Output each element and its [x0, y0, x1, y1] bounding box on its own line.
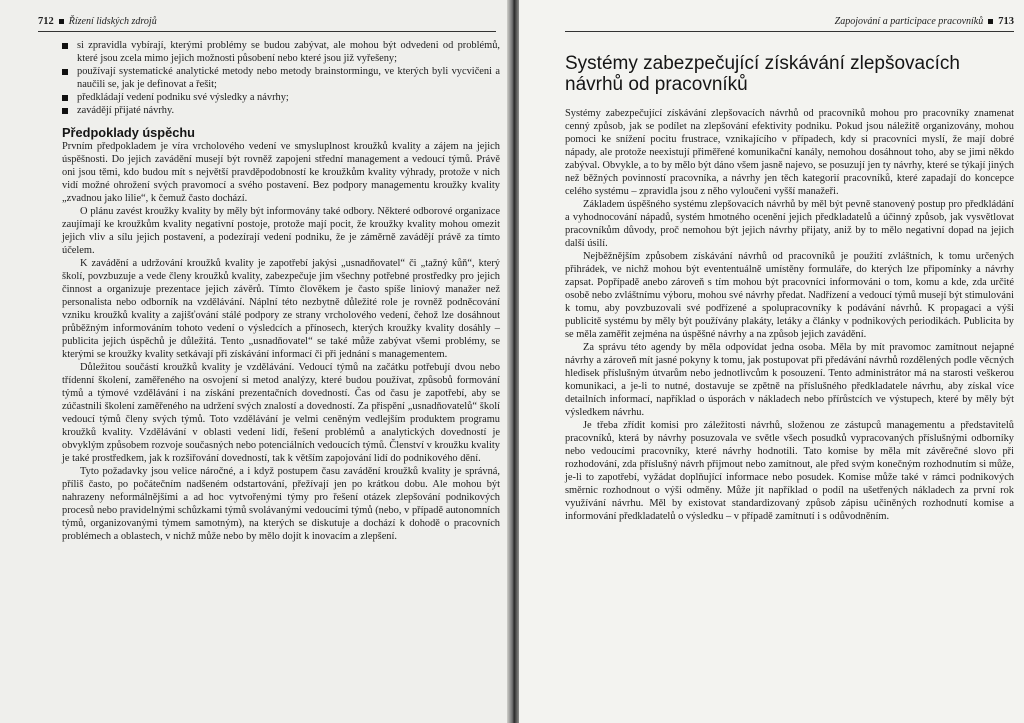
right-text-column [565, 53, 1014, 523]
bullet-item: si zpravidla vybírají, kterými problémy se budou zabývat, ale mohou být odvedeni od problémů, které jsou zcela mimo jejich možnosti působení nebo které jsou již vyřešeny; [62, 39, 500, 65]
right-page [519, 0, 1024, 723]
paragraph: Důležitou součástí kroužků kvality je vzdělávání. Vedoucí týmů na začátku potřebují dvou nebo třídenní školení, zaměřeného na osvojení si metod analýzy, které budou používat, způsobů formování týmů a týmové vzdělávání i na získání prezentačních dovedností. Čas od času je zapotřebí, aby se zúčastnili školení zaměřeného na udržení svých znalostí a dovedností. Za přispění „usnadňovatelů“ školí vedoucí týmů členy svých týmů. Toto vzdělávání je velmi ceněným vedlejším produktem programu kroužků kvality. Vzdělávání v oblasti vedení lidí, řešení problémů a analytických dovedností je obvyklým způsobem rozvoje současných nebo potenciálních vedoucích týmů. Členství v kroužku kvality je také prostředkem, jak k rozšiřování dovedností, tak k větším zapojování lidí do podnikového dění. [62, 362, 500, 464]
bullet-square-icon [62, 95, 68, 101]
bullet-square-icon [62, 43, 68, 49]
paragraph: Je třeba zřídit komisi pro záležitosti návrhů, složenou ze zástupců managementu a představitelů pracovníků, která by návrhy posuzovala ve světle všech posudků vypracovaných příslušnými odborníky nebo vedoucími pracovníky, které návrhy hodnotili. Tato komise by měla mít závěrečné slovo při rozhodování, zda příslušný návrh přijmout nebo zamítnout, ale před svým konečným rozhodnutím si může, je-li to zapotřebí, vyžádat doplňující informace nebo posudek. Komise může také v rámci podnikových směrnic rozhodnout o výši odměny. Může jít například o podíl na ušetřených nákladech za první rok využívání návrhu. Měl by existovat standardizovaný způsob zápisu učiněných rozhodnutí komise a informování předkladatelů o výsledku – v případě zamítnutí i s odůvodněním. [565, 420, 1014, 522]
paragraph: Za správu této agendy by měla odpovídat jedna osoba. Měla by mít pravomoc zamítnout nejapné návrhy a zároveň mít jasné pokyny k tomu, jak postupovat při předávání návrhů rozdělených podle věcných hledisek příslušným útvarům nebo jednotlivcům k posouzení. Tento administrátor má na starosti veškerou komunikaci, a je-li to nutné, dostavuje se zpětně na příslušného předkladatele návrhu, aby získal více detailních informací, například o úsporách v nákladech nebo přírůstcích ve výstupech, které by měly být výsledkem návrhu. [565, 342, 1014, 418]
header-square-icon [988, 19, 993, 24]
left-header-rule [38, 31, 496, 32]
bullet-list [62, 39, 500, 117]
paragraph: Prvním předpokladem je víra vrcholového vedení ve smysluplnost kroužků kvality a zájem na jejich úspěšnosti. Do jejich zavádění musejí být rovněž zapojeni střední management a vedoucí týmů. Právě oni jsou těmi, kdo budou mít s největší pravděpodobností ke kroužkům kvality výhrady, protože v nich vidí možné ohrožení svých pravomocí a svého postavení. Bez podpory managementu kroužky kvality „zvadnou jako lilie“, k čemuž často dochází. [62, 141, 500, 204]
left-page-header [38, 16, 157, 30]
paragraph: Nejběžnějším způsobem získávání návrhů od pracovníků je použití zvláštních, k tomu určených přihrádek, ve nichž mohou být evententuálně umístěny formuláře, do kterých lze připomínky a návrhy zapsat. Popřípadě anebo zároveň s tím mohou být pracovníci informováni o tom, komu a kde, zda určité osobě nebo zvláštnímu výboru, mohou své návrhy předat. Nadřízení a vedoucí týmů musejí být stimulováni k tomu, aby povzbuzovali své podřízené a spolupracovníky k podávání návrhů. K propagaci a výši publicitě systému by měly být používány plakáty, letáky a články v podnikových periodikách. Publicita by se měla zaměřit zejména na úspěšné návrhy a na způsob jejich zavádění. [565, 251, 1014, 340]
bullet-item: předkládají vedení podniku své výsledky a návrhy; [62, 91, 500, 104]
book-gutter [507, 0, 519, 723]
paragraph: O plánu zavést kroužky kvality by měly být informovány také odbory. Některé odborové organizace zaujímají ke kroužkům kvality negativní postoje, protože mají pocit, že kroužky kvality mohou omezit jejich vliv a sílu jejich postavení, a podezírají vedení podniku, že je záměrně zavádějí právě za tímto účelem. [62, 206, 500, 256]
bullet-square-icon [62, 108, 68, 114]
right-running-title: Zapojování a participace pracovníků [834, 16, 984, 27]
paragraph: Systémy zabezpečující získávání zlepšovacích návrhů od pracovníků mohou pro pracovníky znamenat cenný způsob, jak se podílet na zlepšování efektivity podniku. Pokud jsou náležitě organizovány, mohou pomoci ke snížení pocitu frustrace, vznikajícího v případech, kdy si pracovníci myslí, že mají dobré nápady, ale protože neexistují přiměřené komunikační kanály, nemohou dosáhnout toho, aby se jimi někdo zabýval. Obvykle, a to by mělo být dáno všem jasně najevo, se posuzují jen ty návrhy, které se týkají jiných než běžných povinností pracovníka, a návrhy jen těch kategorií pracovníků, které zapadají do koncepce celého systému – zpravidla jsou z něho vyloučeni vyšší manažeři. [565, 108, 1014, 197]
right-header-rule [565, 31, 1014, 32]
bullet-item: používají systematické analytické metody nebo metody brainstormingu, ve kterých byli vycvičeni a naučili se, jak je definovat a řešit; [62, 65, 500, 91]
paragraph: Tyto požadavky jsou velice náročné, a i když postupem času zavádění kroužků kvality je správná, příliš často, po počátečním nadšeném odstartování, přežívají jen po krátkou dobu. Ale mohou být nahrazeny neformálnějšími a ad hoc vytvořenými týmy pro řešení otázek zlepšování podnikových procesů nebo pravidelnými schůzkami týmů svolávanými vedoucími týmů (nebo, v případě autonomních týmů, organizovanými týmem samotným), na kterých se diskutuje a dochází k dohodě o pracovních problémech a oblastech, v nichž může nebo by mělo dojít k inovacím a zlepšení. [62, 466, 500, 542]
left-page [0, 0, 507, 723]
bullet-item: zavádějí přijaté návrhy. [62, 104, 500, 117]
left-text-column [62, 39, 500, 543]
paragraph: Základem úspěšného systému zlepšovacích návrhů by měl být pevně stanovený postup pro předkládání a vyhodnocování nápadů, systém hmotného ocenění jejich předkladatelů a účinný způsob, jak vysvětlovat pracovníkům důvody, proč nemohou být jejich návrhy přijaty, aniž by to mělo negativní dopad na jejich další úsilí. [565, 199, 1014, 249]
chapter-section-heading: Systémy zabezpečující získávání zlepšovacích návrhů od pracovníků [565, 53, 960, 95]
header-square-icon [59, 19, 64, 24]
section-heading: Předpoklady úspěchu [62, 125, 195, 140]
paragraph: K zavádění a udržování kroužků kvality je zapotřebí jakýsi „usnadňovatel“ či „tažný kůň“, který školí, povzbuzuje a vede členy kroužků kvality, zabezpečuje jim všechny potřebné prostředky pro jejich činnost a organizuje prezentace jejich závěrů. Tímto člověkem je často spíše liniový manažer než personalista nebo odborník na vzdělávání. Náplní této nezbytně důležité role je rovněž podněcování vzniku kroužků kvality a zajišťování stálé podpory ze strany vrcholového vedení, čehož lze dosáhnout průběžným informováním tohoto vedení o výsledcích a přínosech, kterých kroužky kvality dosáhly – publicita jejich úspěchů je důležitá. Tento „usnadňovatel“ se také může zabývat všemi problémy, se kterými se kroužky kvality setkávají při získávání informací či při jednání s managementem. [62, 258, 500, 360]
right-page-header [835, 16, 1014, 30]
bullet-square-icon [62, 69, 68, 75]
left-page-number: 712 [38, 16, 54, 27]
left-running-title: Řízení lidských zdrojů [68, 16, 157, 27]
right-page-number: 713 [998, 16, 1014, 27]
